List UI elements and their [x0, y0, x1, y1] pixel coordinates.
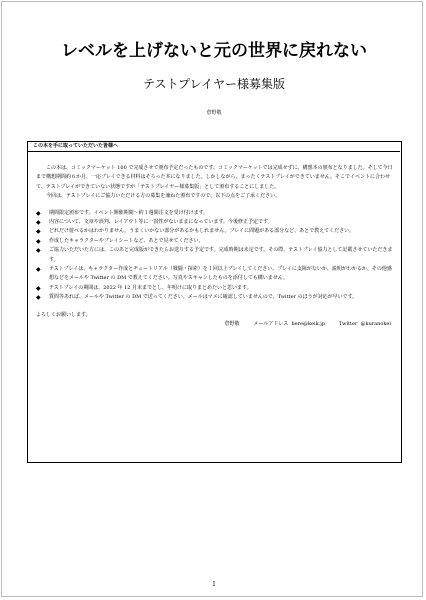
bullet-item — [36, 265, 393, 284]
bullet-text: 作成したキャラクターやプレイシートなど、あとで見せてください。 — [49, 237, 204, 244]
notice-box — [27, 141, 402, 463]
diamond-bullet-icon: ◆ — [36, 237, 41, 245]
bullet-text: ご協力いただいた方には、このあと完成版ができたらお送りする予定です。完成時期は未定です。その際、テストプレイ協力として記載させていただきます。 — [49, 247, 393, 263]
diamond-bullet-icon: ◆ — [36, 228, 41, 236]
closing-line: よろしくお願いします。 — [36, 311, 91, 318]
diamond-bullet-icon: ◆ — [36, 294, 41, 302]
diamond-bullet-icon: ◆ — [36, 219, 41, 227]
notice-paragraph: この本は、コミックマーケット 100 で完成させて頒布予定だったものです。コミックマーケットでは完成せずに、構想本の頒布となりました。そして今日まで構想期間約６か月、一応プレイできる材料はそろった本になりました。しかしながら、まったくテストプレイができていません。そこでイベントに合わせて、テストプレイができていない状態ですが「テストプレイヤー様募集版」として頒布することにしました。 — [36, 165, 393, 190]
diamond-bullet-icon: ◆ — [36, 247, 41, 255]
bullet-item — [36, 237, 393, 246]
bullet-text: どれだけ遊べるかはわかりません。うまくいかない部分があるかもしれません。プレイに問題がある部分など、あとで教えてください。 — [49, 228, 355, 235]
bullet-text: 質問等あれば、メールや Twitter の DM で送ってください。メールはマメに確認していませんので、Twitter のほうが対応が早いです。 — [49, 294, 358, 301]
author-name: 倉野敬 — [206, 110, 222, 116]
email-address: here@keik.jp — [291, 321, 325, 328]
twitter-block — [339, 320, 391, 329]
notice-body — [36, 164, 393, 330]
notice-heading: この本を手に取っていただいた皆様へ — [28, 142, 400, 152]
diamond-bullet-icon: ◆ — [36, 209, 41, 217]
twitter-label: Twitter — [338, 321, 358, 328]
bullet-item — [36, 209, 393, 218]
document-page — [1, 1, 423, 597]
signature-line — [36, 320, 393, 329]
bullet-text: 期間限定頒布です。イベント開催期間～約１週間注文を受け付けます。 — [49, 209, 209, 216]
bullet-item — [36, 227, 393, 236]
notice-paragraph: 今回は、テストプレイにご協力いただける方の募集を兼ねた頒布ですので、以下の点をご了承ください。 — [46, 193, 281, 200]
bullet-item — [36, 284, 393, 293]
bullet-item — [36, 293, 393, 302]
page-number: 1 — [212, 581, 216, 588]
email-block — [254, 320, 325, 329]
bullet-item — [36, 246, 393, 265]
document-subtitle: テストプレイヤー様募集版 — [142, 77, 286, 91]
signature-name: 倉野敬 — [224, 321, 240, 328]
notice-bullet-list — [36, 209, 393, 303]
bullet-item — [36, 218, 393, 227]
twitter-handle: @kuranokei — [360, 321, 391, 328]
email-label: メールアドレス — [253, 321, 289, 328]
bullet-text: 内容について、文章や誤判、レイアウト等に一貫性がないままになっています。今後修正予定です。 — [49, 219, 273, 226]
diamond-bullet-icon: ◆ — [36, 266, 41, 274]
bullet-text: テストプレイは、キャラクター作成とチュートリアル（戦闘・探索）を１回以上プレイしてください。プレイに支障がないか、説明がわかるか、その他感想などをメールや Twitter の DM で教えてください。写真やスキャンしたものを添付しても構いません。 — [49, 266, 392, 282]
diamond-bullet-icon: ◆ — [36, 284, 41, 292]
bullet-text: テストプレイの期間は、2022 年 12 月末までとし、年明けに取りまとめたいと思います。 — [49, 284, 252, 291]
document-title: レベルを上げないと元の世界に戻れない — [61, 41, 367, 61]
